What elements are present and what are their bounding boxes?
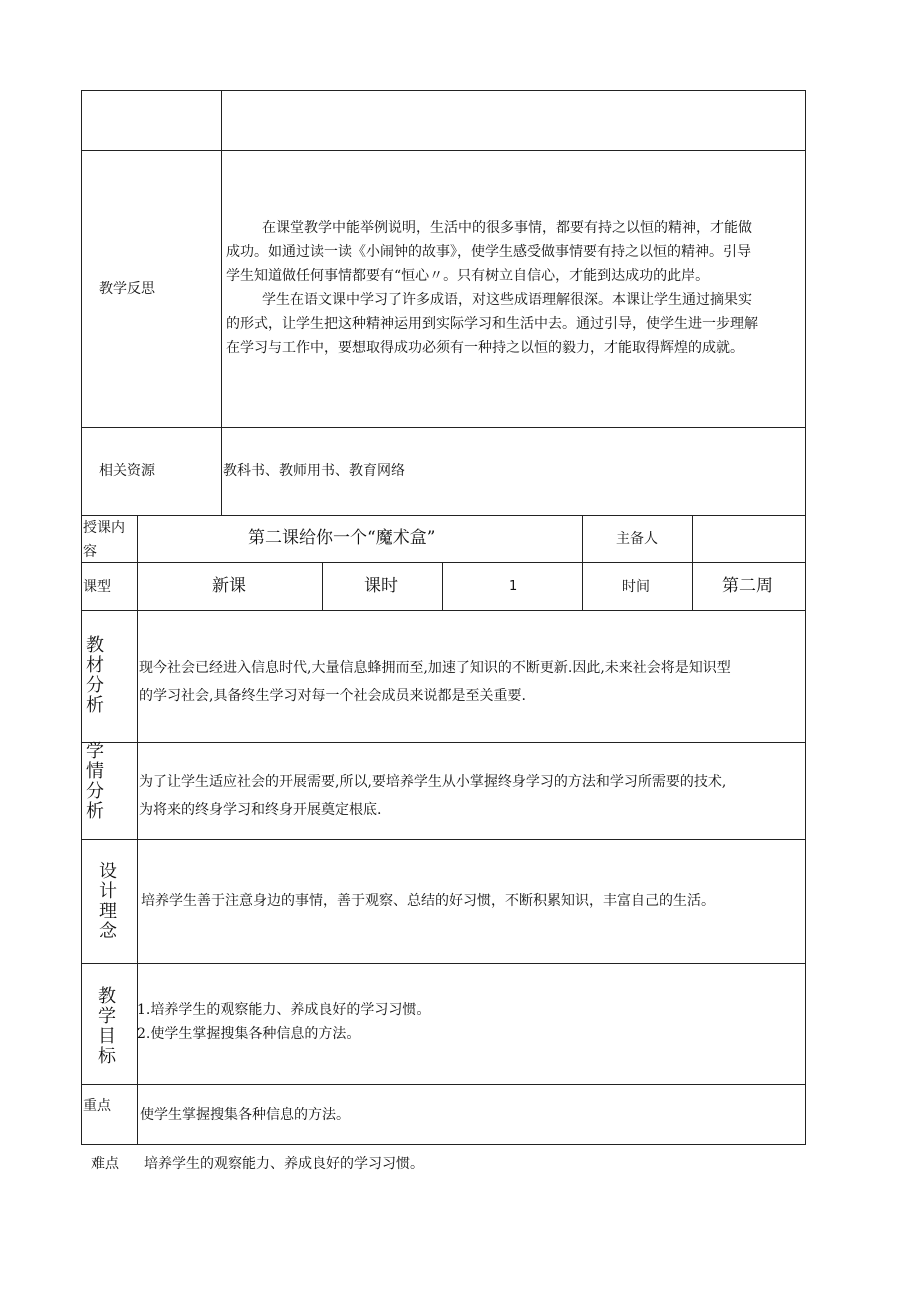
reflection-line: 在课堂教学中能举例说明，生活中的很多事情，都要有持之以恒的精神，才能做 — [262, 220, 752, 236]
lesson-title: 第二课给你一个“魔术盒” — [248, 528, 436, 548]
table-border — [81, 90, 82, 515]
table-border — [442, 562, 443, 611]
design-concept-text: 培养学生善于注意身边的事情，善于观察、总结的好习惯，不断积累知识，丰富自己的生活。 — [141, 893, 715, 909]
goal-item: 1.培养学生的观察能力、养成良好的学习习惯。 — [137, 1002, 431, 1018]
resources-label: 相关资源 — [99, 463, 155, 479]
table-border — [322, 562, 323, 611]
table-border — [81, 515, 82, 1145]
reflection-line: 的形式，让学生把这种精神运用到实际学习和生活中去。通过引导，使学生进一步理解 — [226, 316, 758, 332]
key-point-label: 重点 — [83, 1098, 111, 1114]
table-border — [81, 839, 806, 840]
material-analysis-label: 教 材 分 析 — [86, 635, 104, 716]
table-border — [805, 90, 806, 515]
student-line: 为将来的终身学习和终身开展奠定根底. — [139, 802, 382, 818]
reflection-line: 学生在语文课中学习了许多成语，对这些成语理解很深。本课让学生通过摘果实 — [262, 292, 752, 308]
teaching-goals-label: 教 学 目 标 — [98, 986, 116, 1067]
table-border — [582, 515, 583, 611]
hours-label: 课时 — [364, 576, 398, 596]
material-line: 现今社会已经进入信息时代,大量信息蜂拥而至,加速了知识的不断更新.因此,未来社会将是知识型 — [139, 660, 731, 676]
design-concept-label: 设 计 理 念 — [99, 861, 117, 942]
reflection-line: 在学习与工作中，要想取得成功必须有一种持之以恒的毅力，才能取得辉煌的成就。 — [226, 340, 744, 356]
preparer-label: 主备人 — [616, 531, 658, 547]
table-border — [81, 90, 806, 91]
table-border — [221, 90, 222, 515]
resources-value: 教科书、教师用书、教育网络 — [223, 463, 405, 479]
reflection-line: 成功。如通过读一读《小闹钟的故事》，使学生感受做事情要有持之以恒的精神。引导 — [226, 244, 751, 260]
student-analysis-text — [139, 768, 726, 824]
teaching-goals-list — [137, 998, 430, 1046]
student-line: 为了让学生适应社会的开展需要,所以,要培养学生从小掌握终身学习的方法和学习所需要的技术, — [139, 774, 727, 790]
material-analysis-text — [139, 654, 731, 710]
table-border — [81, 427, 806, 428]
goal-item: 2.使学生掌握搜集各种信息的方法。 — [137, 1026, 361, 1042]
time-value: 第二周 — [722, 576, 773, 596]
table-border — [137, 515, 138, 1145]
table-border — [805, 515, 806, 1145]
type-label: 课型 — [83, 579, 111, 595]
table-border — [81, 150, 806, 151]
student-analysis-label: 学 情 分 析 — [86, 741, 104, 822]
content-label-line2: 容 — [83, 544, 97, 560]
difficulty-text: 培养学生的观察能力、养成良好的学习习惯。 — [144, 1156, 424, 1172]
material-line: 的学习社会,具备终生学习对每一个社会成员来说都是至关重要. — [139, 688, 526, 704]
type-value: 新课 — [212, 576, 246, 596]
table-border — [81, 963, 806, 964]
table-border — [81, 610, 806, 611]
key-point-text: 使学生掌握搜集各种信息的方法。 — [140, 1107, 350, 1123]
table-border — [81, 1144, 806, 1145]
table-border — [81, 515, 806, 516]
table-border — [81, 562, 806, 563]
table-border — [81, 1084, 806, 1085]
hours-value: 1 — [509, 579, 518, 594]
reflection-line: 学生知道做任何事情都要有“恒心〃。只有树立自信心，才能到达成功的此岸。 — [226, 268, 710, 284]
difficulty-label: 难点 — [91, 1156, 119, 1172]
reflection-text — [226, 216, 758, 360]
table-border — [692, 515, 693, 611]
reflection-label: 教学反思 — [99, 281, 155, 297]
time-label: 时间 — [622, 579, 650, 595]
table-border — [81, 742, 806, 743]
content-label-line1: 授课内 — [83, 520, 125, 536]
